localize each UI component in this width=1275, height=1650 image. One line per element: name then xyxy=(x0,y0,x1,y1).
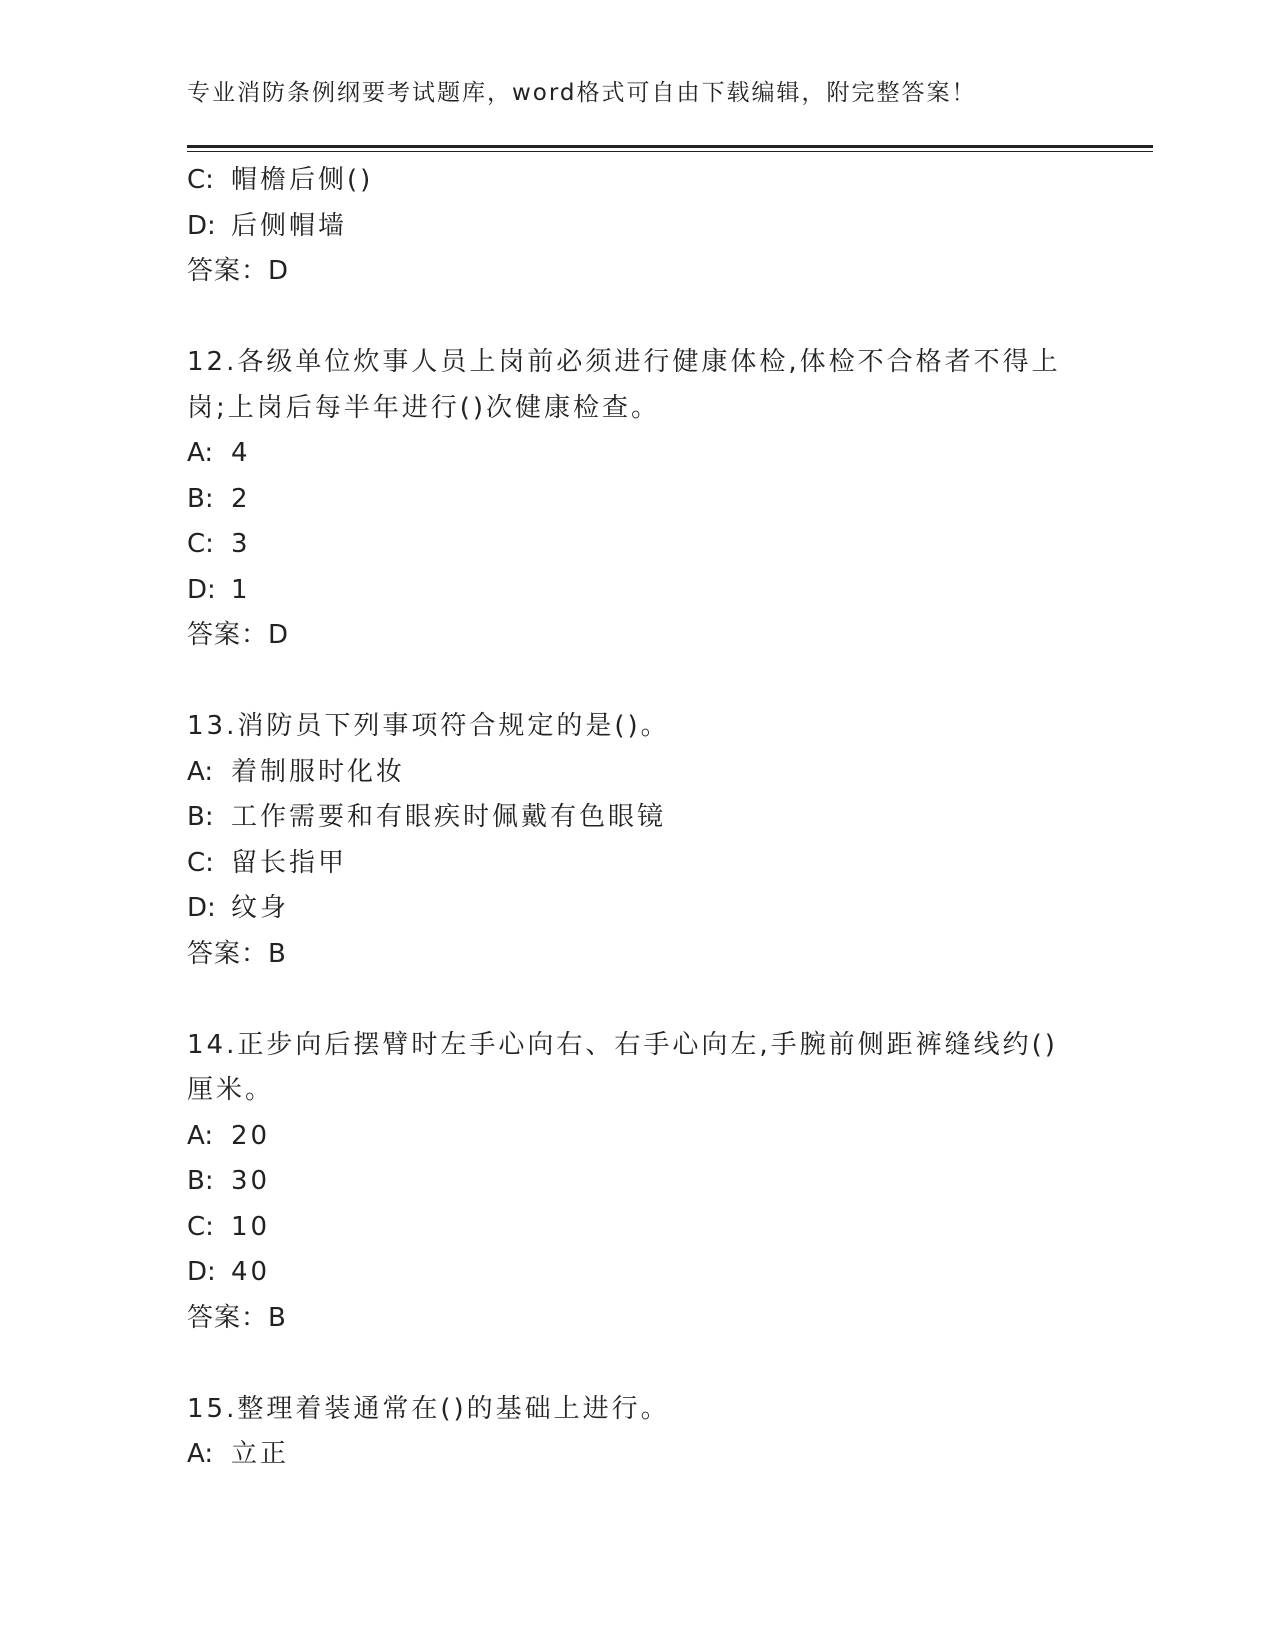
question-text: 13.消防员下列事项符合规定的是()。 xyxy=(187,711,670,741)
header-rule-thick xyxy=(187,145,1153,148)
option-key: C: xyxy=(187,1211,214,1242)
answer-line: 答案：B xyxy=(187,938,287,969)
option-line xyxy=(187,204,1087,250)
option-key: A: xyxy=(187,1120,214,1151)
option-text: 纹身 xyxy=(231,893,290,923)
option-line xyxy=(187,568,1087,614)
question-text: 岗;上岗后每半年进行()次健康检查。 xyxy=(187,392,661,423)
option-key: D: xyxy=(187,1257,216,1287)
option-line xyxy=(187,1432,1087,1478)
option-text: 帽檐后侧() xyxy=(231,165,374,195)
option-key: A: xyxy=(187,1439,214,1469)
option-key: B: xyxy=(187,1166,214,1196)
option-text: 10 xyxy=(231,1211,271,1242)
option-line xyxy=(187,841,1087,887)
question-text: 厘米。 xyxy=(187,1075,275,1105)
spacer xyxy=(187,977,1087,1023)
option-line xyxy=(187,1114,1087,1160)
option-key: A: xyxy=(187,756,214,787)
option-line xyxy=(187,158,1087,204)
option-line xyxy=(187,477,1087,523)
option-key: D: xyxy=(187,210,216,241)
answer-line: 答案：D xyxy=(187,620,290,650)
answer-line: 答案：D xyxy=(187,256,290,286)
question-text: 12.各级单位炊事人员上岗前必须进行健康体检,体检不合格者不得上 xyxy=(187,347,1061,377)
option-key: B: xyxy=(187,483,214,514)
option-line xyxy=(187,522,1087,568)
spacer xyxy=(187,1341,1087,1387)
option-key: D: xyxy=(187,893,216,923)
option-text: 20 xyxy=(231,1120,271,1151)
option-line xyxy=(187,750,1087,796)
option-text: 立正 xyxy=(231,1439,290,1469)
option-line xyxy=(187,795,1087,841)
option-key: C: xyxy=(187,847,214,878)
document-body xyxy=(187,158,1087,1478)
question-text: 15.整理着装通常在()的基础上进行。 xyxy=(187,1393,670,1424)
option-text: 2 xyxy=(231,483,251,514)
spacer xyxy=(187,659,1087,705)
option-text: 1 xyxy=(231,574,251,605)
option-key: C: xyxy=(187,165,214,195)
option-line xyxy=(187,431,1087,477)
option-key: A: xyxy=(187,438,214,468)
option-text: 后侧帽墙 xyxy=(231,210,348,241)
header-rule-thin xyxy=(187,151,1153,152)
option-text: 工作需要和有眼疾时佩戴有色眼镜 xyxy=(231,802,667,832)
option-text: 30 xyxy=(231,1166,271,1196)
option-key: C: xyxy=(187,529,214,559)
spacer xyxy=(187,295,1087,341)
option-line xyxy=(187,886,1087,932)
option-key: B: xyxy=(187,802,214,832)
option-text: 留长指甲 xyxy=(231,847,348,878)
option-text: 40 xyxy=(231,1257,271,1287)
option-line xyxy=(187,1159,1087,1205)
option-text: 4 xyxy=(231,438,251,468)
answer-line: 答案：B xyxy=(187,1302,287,1333)
option-line xyxy=(187,1205,1087,1251)
option-line xyxy=(187,1250,1087,1296)
page-header: 专业消防条例纲要考试题库，word格式可自由下载编辑，附完整答案！ xyxy=(187,80,977,106)
option-text: 着制服时化妆 xyxy=(231,756,406,787)
option-text: 3 xyxy=(231,529,251,559)
option-key: D: xyxy=(187,574,216,605)
question-text: 14.正步向后摆臂时左手心向右、右手心向左,手腕前侧距裤缝线约() xyxy=(187,1029,1058,1060)
